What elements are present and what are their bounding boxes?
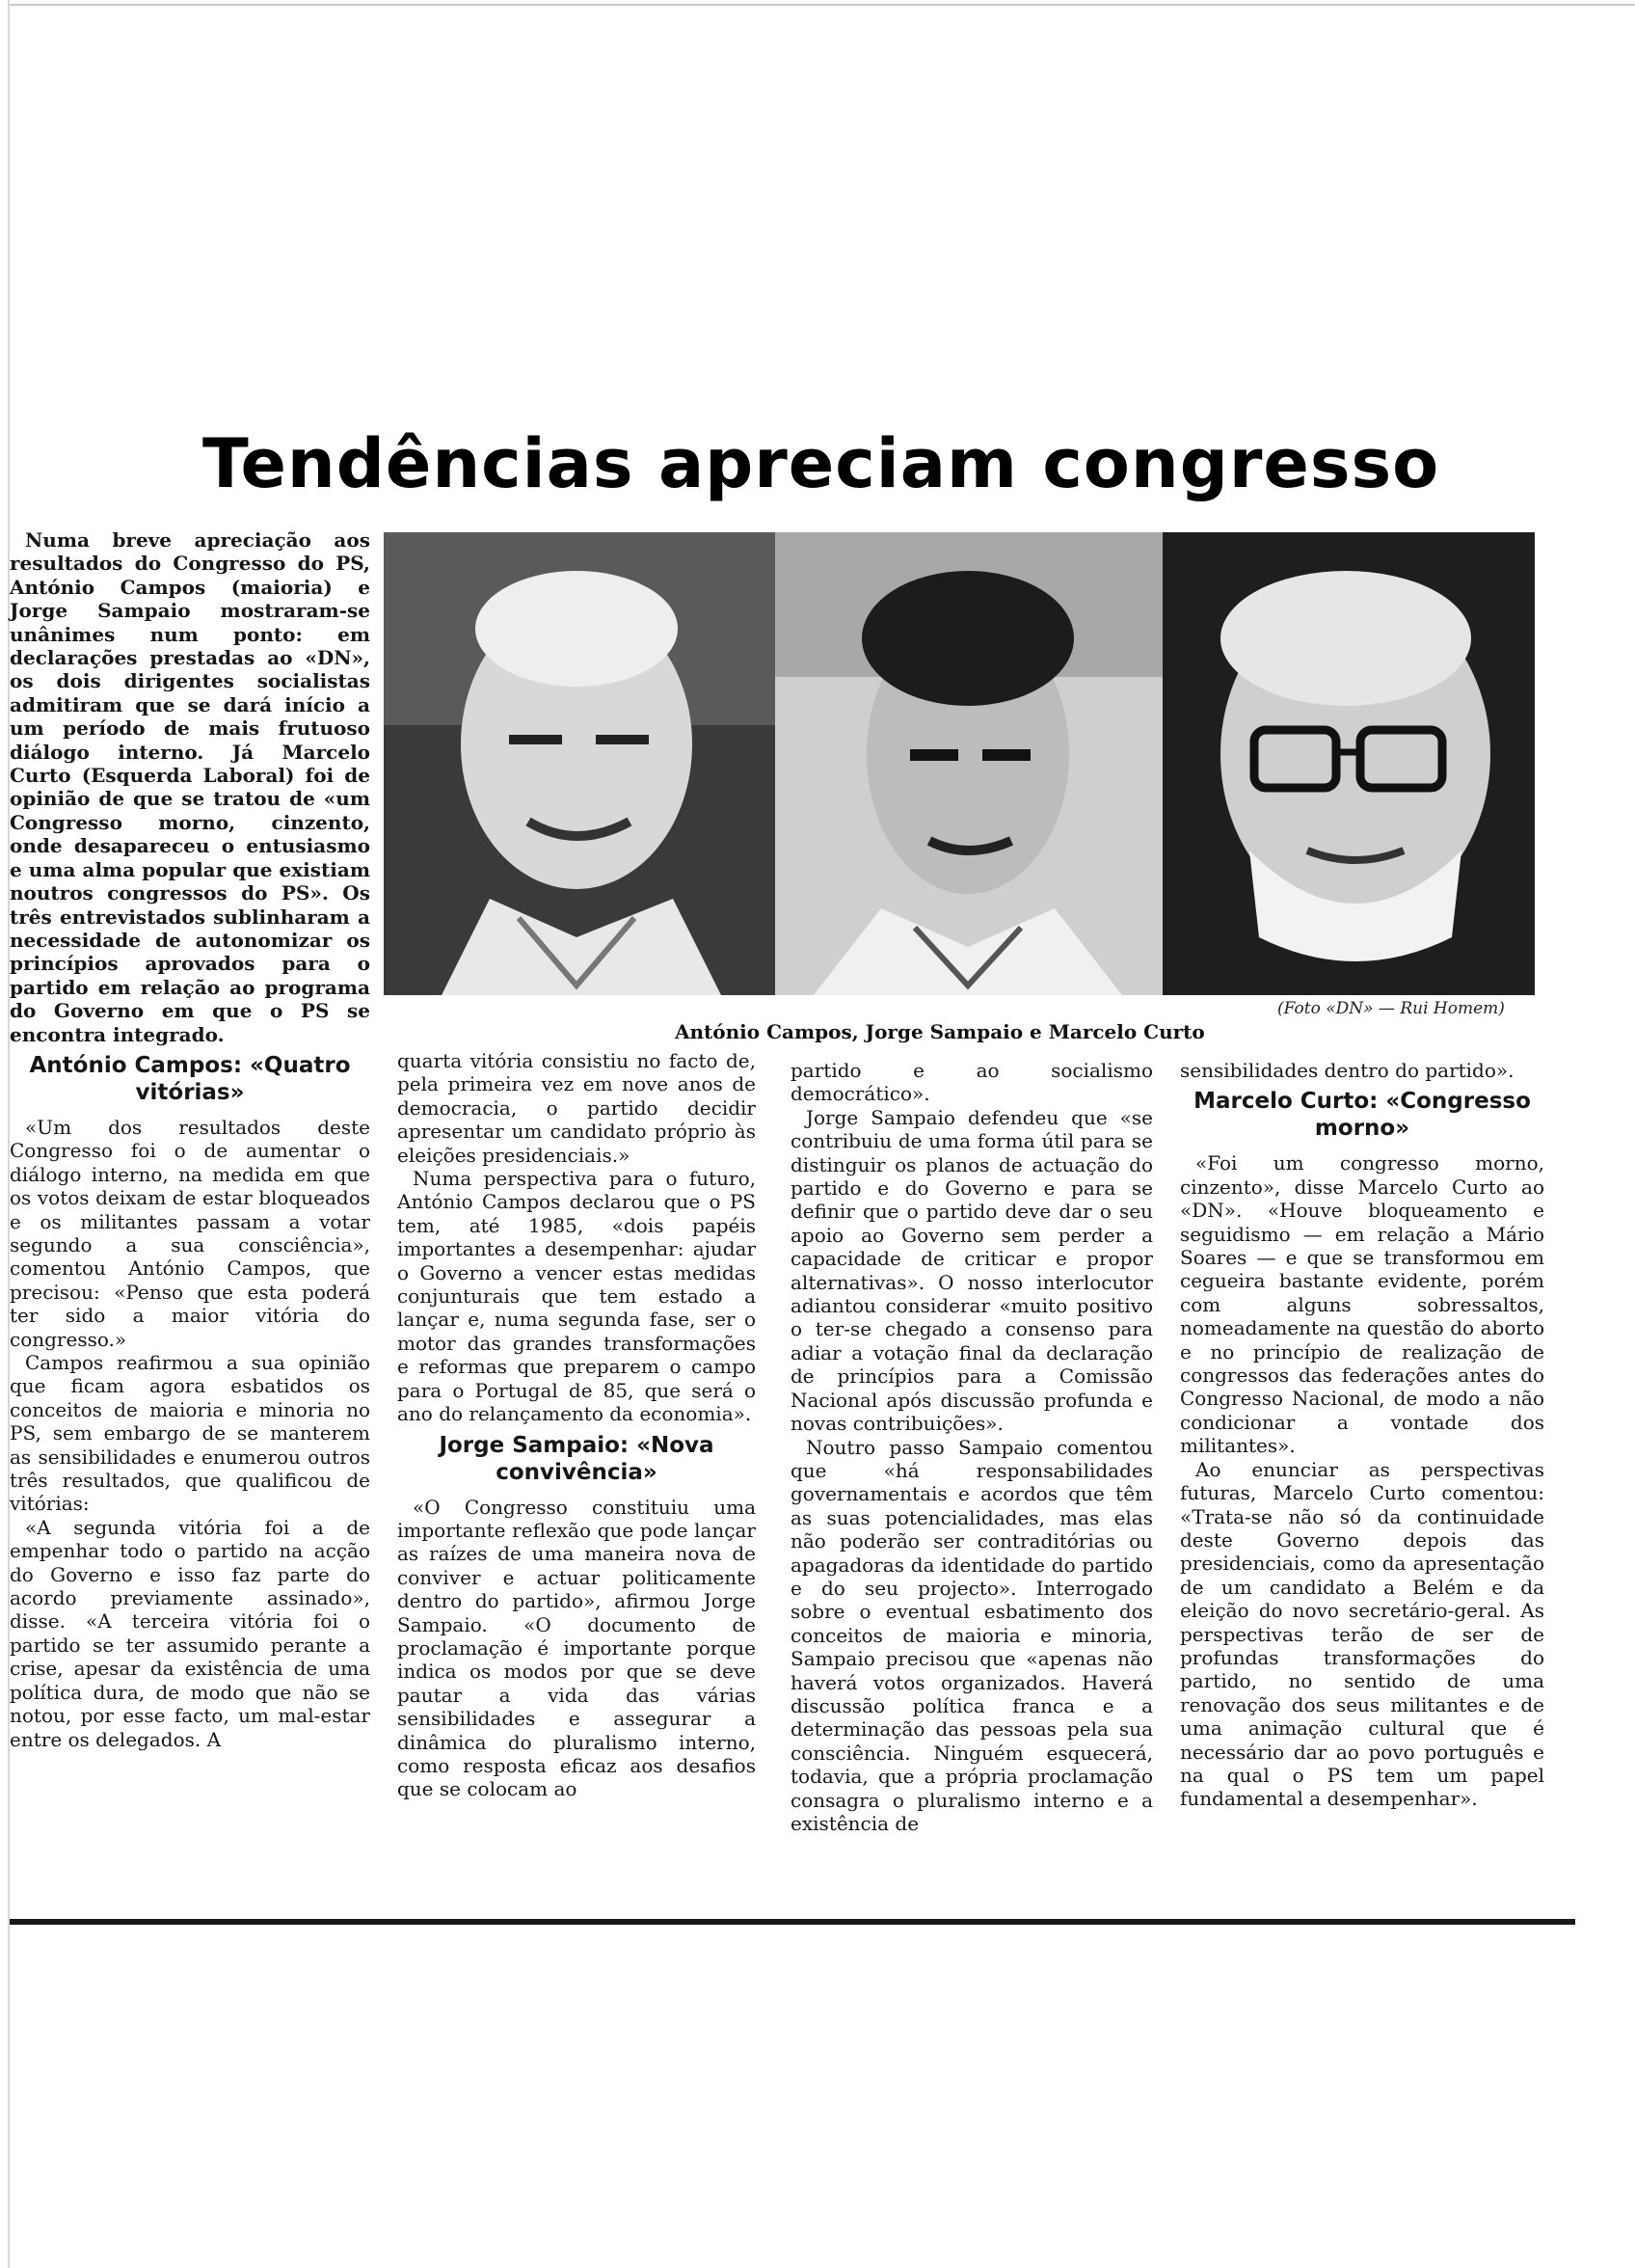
bottom-rule bbox=[10, 1919, 1575, 1925]
headline: Tendências apreciam congresso bbox=[202, 424, 1440, 503]
photo-caption: António Campos, Jorge Sampaio e Marcelo Curto bbox=[675, 1020, 1205, 1043]
article-paragraph: quarta vitória consistiu no facto de, pela primeira vez em nove anos de democracia, o partido decidir apresentar um candidato próprio às eleições presidenciais.» bbox=[397, 1049, 756, 1167]
scan-edge bbox=[10, 4, 1635, 6]
article-column bbox=[10, 528, 370, 1751]
article-paragraph: sensibilidades dentro do partido». bbox=[1180, 1059, 1514, 1082]
section-heading: Marcelo Curto: «Congresso morno» bbox=[1193, 1089, 1531, 1142]
article-paragraph: «A segunda vitória foi a de empenhar todo o partido na acção do Governo e isso faz parte do acordo previamente assinado», disse. «A terceira vitória foi o partido se ter assumido perante a crise, apesar da existência de uma política dura, de modo que não se notou, por esse facto, um mal-estar entre os delegados. A bbox=[10, 1515, 370, 1751]
article-paragraph: Jorge Sampaio defendeu que «se contribuiu de uma forma útil para se distinguir os planos de actuação do partido e do Governo e para se definir que o partido deve dar o seu apoio ao Governo sem perder a capacidade de criticar e propor alternativas». O nosso interlocutor adiantou considerar «muito positivo o ter-se chegado a consenso para adiar a votação final da declaração de princípios para a Comissão Nacional após discussão profunda e novas contribuições». bbox=[791, 1105, 1153, 1436]
article-paragraph: «O Congresso constituiu uma importante reflexão que pode lançar as raízes de uma maneira nova de conviver e actuar politicamente dentro do partido», afirmou Jorge Sampaio. «O documento de proclamação é importante porque indica os modos por que se deve pautar a vida das várias sensibilidades e assegurar a dinâmica do pluralismo interno, como resposta eficaz aos desafios que se colocam ao bbox=[397, 1495, 756, 1801]
photo-marcelo-curto bbox=[1163, 532, 1535, 995]
article-column bbox=[1180, 1059, 1544, 1811]
section-heading: Jorge Sampaio: «Nova convivência» bbox=[439, 1432, 714, 1485]
article-paragraph: partido e ao socialismo democrático». bbox=[791, 1059, 1153, 1106]
article-paragraph: Ao enunciar as perspectivas futuras, Marcelo Curto comentou: «Trata-se não só da continuidade deste Governo depois das presidenciais, como da apresentação de um candidato a Belém e da eleição do novo secretário-geral. As perspectivas terão de ser de profundas transformações do partido, no sentido de uma renovação dos seus militantes e de uma animação cultural que é necessário dar ao povo português e na qual o PS tem um papel fundamental a desempenhar». bbox=[1180, 1457, 1544, 1811]
photo-jorge-sampaio bbox=[775, 532, 1163, 995]
photo-credit: (Foto «DN» — Rui Homem) bbox=[1277, 999, 1505, 1018]
article-lead: Numa breve apreciação aos resultados do Congresso do PS, António Campos (maioria) e Jorge Sampaio mostraram-se unânimes num ponto: em declarações prestadas ao «DN», os dois dirigentes socialistas admitiram que se dará início a um período de mais frutuoso diálogo interno. Já Marcelo Curto (Esquerda Laboral) foi de opinião de que se tratou de «um Congresso morno, cinzento, onde desapareceu o entusiasmo e uma alma popular que existiam noutros congressos do PS». Os três entrevistados sublinharam a necessidade de autonomizar os princípios aprovados para o partido em relação ao programa do Governo em que o PS se encontra integrado. bbox=[10, 528, 370, 1046]
section-heading: António Campos: «Quatro vitórias» bbox=[29, 1052, 351, 1105]
article-paragraph: «Um dos resultados deste Congresso foi o de aumentar o diálogo interno, na medida em que os votos deixam de estar bloqueados e os militantes passam a votar segundo a sua consciência», comentou António Campos, que precisou: «Penso que esta poderá ter sido a maior vitória do congresso.» bbox=[10, 1115, 370, 1351]
article-paragraph: «Foi um congresso morno, cinzento», disse Marcelo Curto ao «DN». «Houve bloqueamento e seguidismo — em relação a Mário Soares — e que se transformou em cegueira bastante evidente, porém com alguns sobressaltos, nomeadamente na questão do aborto e no princípio de realização de congressos das federações antes do Congresso Nacional, de modo a não condicionar a vontade dos militantes». bbox=[1180, 1151, 1544, 1458]
article-column bbox=[397, 1049, 756, 1801]
article-paragraph: Numa perspectiva para o futuro, António Campos declarou que o PS tem, até 1985, «dois papéis importantes a desempenhar: ajudar o Governo a vencer estas medidas conjunturais que tem estado a lançar e, numa segunda fase, ser o motor das grandes transformações e reformas que preparem o campo para o Portugal de 85, que será o ano do relançamento da economia». bbox=[397, 1167, 756, 1426]
article-column bbox=[791, 1059, 1153, 1835]
photo-antonio-campos bbox=[384, 532, 777, 995]
article-paragraph: Noutro passo Sampaio comentou que «há responsabilidades governamentais e acordos que têm as suas potencialidades, mas elas não poderão ser contraditórias ou apagadoras da identidade do partido e do seu projecto». Interrogado sobre o eventual esbatimento dos conceitos de maioria e minoria, Sampaio precisou que «apenas não haverá votos organizados. Haverá discussão política franca e a determinação das pessoas pela sua consciência. Ninguém esquecerá, todavia, que a própria proclamação consagra o pluralismo interno e a existência de bbox=[791, 1435, 1153, 1835]
article-paragraph: Campos reafirmou a sua opinião que ficam agora esbatidos os conceitos de maioria e minoria no PS, sem embargo de se manterem as sensibilidades e enumerou outros três resultados, que qualificou de vitórias: bbox=[10, 1351, 370, 1516]
